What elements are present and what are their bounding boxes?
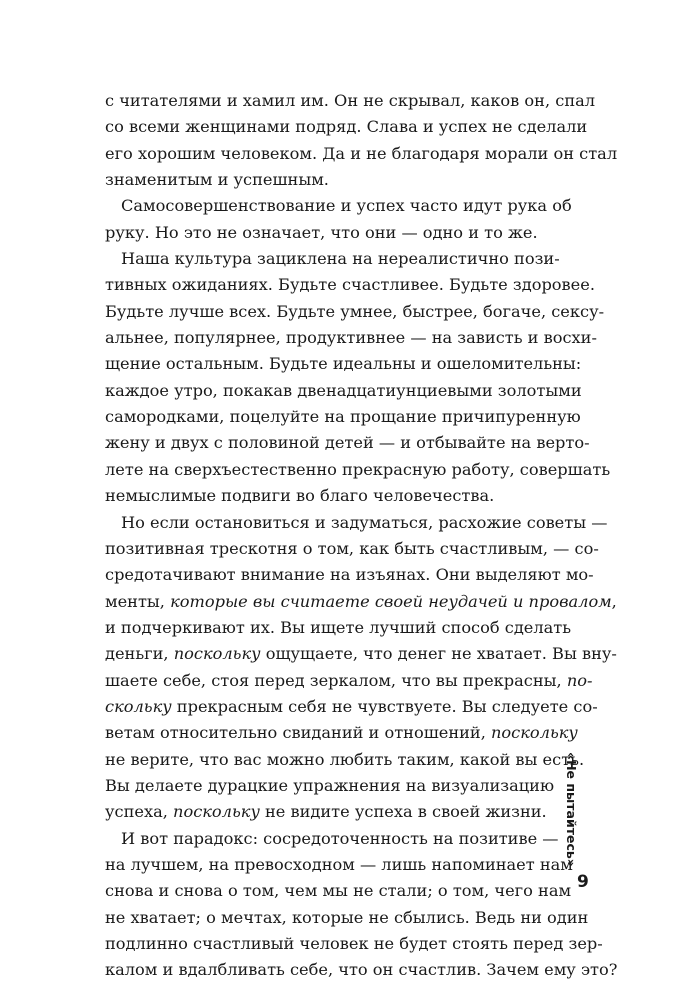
text-line-content: Будьте лучше всех. Будьте умнее, быстрее, богаче, сексу- (105, 301, 605, 321)
text-line (105, 668, 593, 694)
text-line-continuation: прекрасным себя не чувствуете. Вы следуете со- (171, 696, 598, 716)
text-line (105, 167, 547, 193)
text-line (105, 615, 572, 641)
text-line (105, 457, 611, 483)
italic-emphasis: по- (566, 670, 593, 690)
italic-emphasis: скольку (105, 696, 172, 716)
text-line-content: альнее, популярнее, продуктивнее — на зависть и восхи- (105, 328, 597, 348)
text-line-continuation: ощущаете, что денег не хватает. Вы вну- (260, 644, 617, 664)
text-line-content: тивных ожиданиях. Будьте счастливее. Будьте здоровее. (105, 275, 595, 295)
text-line (105, 905, 589, 931)
italic-emphasis: которые вы считаете своей неудачей и провалом (170, 591, 612, 611)
text-line-content: немыслимые подвиги во благо человечества. (105, 486, 495, 506)
running-head: «Не пытайтесь» (564, 752, 579, 867)
text-line-content: И вот парадокс: сосредоточенность на позитиве — (121, 828, 559, 848)
text-line (105, 483, 547, 509)
text-line (105, 193, 572, 219)
text-line (105, 641, 617, 667)
text-line-content: жену и двух с половиной детей — и отбывайте на верто- (105, 433, 590, 453)
text-line-content: каждое утро, покакав двенадцатиунциевыми золотыми (105, 380, 582, 400)
text-line-content: щение остальным. Будьте идеальны и ошеломительны: (105, 354, 582, 374)
text-line-content: лете на сверхъестественно прекрасную работу, совершать (105, 459, 611, 479)
page-number: 9 (577, 872, 589, 892)
text-line (105, 141, 618, 167)
text-line-content: не верите, что вас можно любить таким, какой вы есть. (105, 749, 585, 769)
text-line (105, 272, 595, 298)
text-line-content: Наша культура зациклена на нереалистично пози- (121, 249, 560, 269)
text-line (105, 510, 608, 536)
text-line (105, 536, 599, 562)
text-line-content: снова и снова о том, чем мы не стали; о том, чего нам (105, 881, 572, 901)
text-line (105, 562, 594, 588)
text-line-content: знаменитым и успешным. (105, 170, 329, 190)
text-line-continuation: , (611, 591, 617, 611)
text-line-content: не хватает; о мечтах, которые не сбылись. Ведь ни один (105, 907, 589, 927)
text-line (105, 404, 581, 430)
text-line-content: Самосовершенствование и успех часто идут рука об (121, 196, 572, 216)
text-line (105, 325, 597, 351)
text-line-content: с читателями и хамил им. Он не скрывал, каков он, спал (105, 91, 596, 110)
text-line (105, 747, 585, 773)
text-line-content: менты, (105, 591, 171, 611)
text-line (105, 246, 560, 272)
text-line (105, 799, 547, 825)
text-line-content: ветам относительно свиданий и отношений, (105, 723, 491, 743)
text-line (105, 589, 617, 615)
text-line (105, 430, 590, 456)
text-line (105, 931, 603, 957)
text-line-continuation: не видите успеха в своей жизни. (259, 802, 547, 822)
text-line (105, 351, 582, 377)
text-line-content: Вы делаете дурацкие упражнения на визуализацию (105, 775, 555, 795)
text-line (105, 220, 547, 246)
text-line-content: самородками, поцелуйте на прощание причипуренную (105, 407, 581, 427)
text-line-content: калом и вдалбливать себе, что он счастлив. Зачем ему это? (105, 960, 618, 980)
text-line (105, 826, 559, 852)
text-line (105, 957, 618, 983)
text-line-content: его хорошим человеком. Да и не благодаря морали он стал (105, 143, 618, 163)
text-line (105, 299, 605, 325)
text-line-content: Но если остановиться и задуматься, расхожие советы — (121, 512, 608, 532)
text-line-content: деньги, (105, 644, 174, 664)
text-line-content: шаете себе, стоя перед зеркалом, что вы прекрасны, (105, 670, 567, 690)
text-line-content: позитивная трескотня о том, как быть счастливым, — со- (105, 538, 599, 558)
text-line-content: подлинно счастливый человек не будет стоять перед зер- (105, 934, 603, 953)
text-line-content: и подчеркивают их. Вы ищете лучший способ сделать (105, 617, 572, 637)
text-line (105, 694, 598, 720)
text-line (105, 773, 555, 799)
text-line (105, 878, 572, 904)
text-line-content: руку. Но это не означает, что они — одно и то же. (105, 222, 538, 242)
italic-emphasis: поскольку (173, 802, 260, 822)
text-line-content: успеха, (105, 802, 174, 822)
text-line (105, 852, 573, 878)
italic-emphasis: поскольку (173, 644, 261, 664)
text-line (105, 378, 582, 404)
text-line-content: со всеми женщинами подряд. Слава и успех не сделали (105, 117, 588, 137)
text-line (105, 88, 596, 114)
text-line-content: на лучшем, на превосходном — лишь напоминает нам (105, 854, 573, 874)
text-line (105, 720, 578, 746)
text-line-content: средотачивают внимание на изъянах. Они выделяют мо- (105, 565, 594, 585)
italic-emphasis: поскольку (491, 723, 578, 743)
text-line (105, 114, 588, 140)
